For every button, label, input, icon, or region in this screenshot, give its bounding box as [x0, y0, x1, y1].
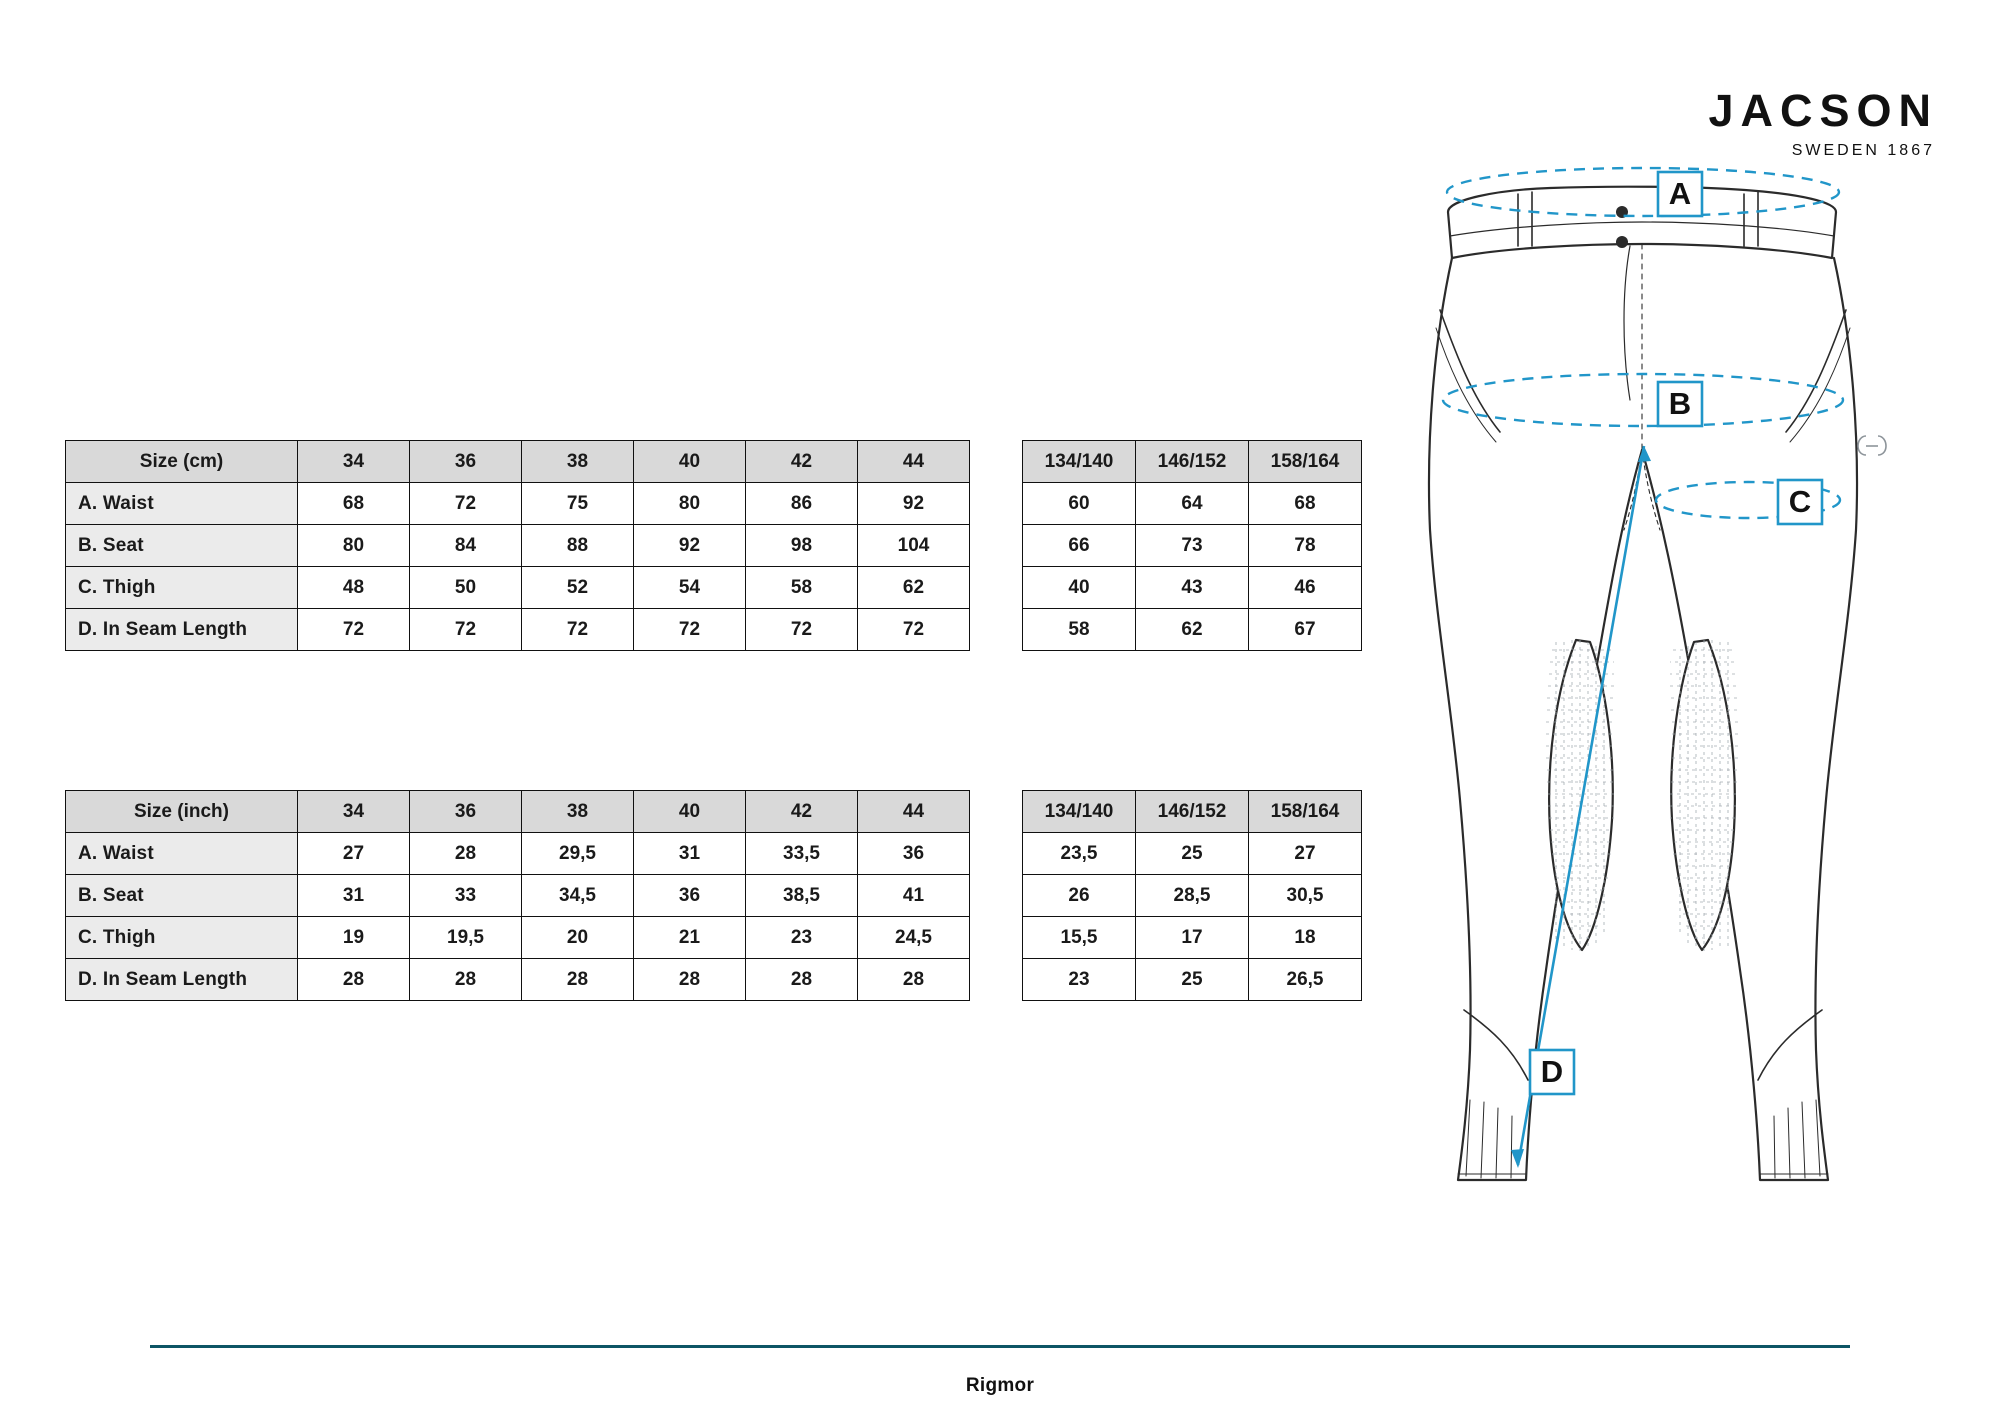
cell-value: 36	[634, 875, 746, 917]
knee-patch-right	[1671, 640, 1735, 950]
cell-value: 72	[858, 609, 970, 651]
table-row	[1023, 483, 1362, 525]
cell-value: 104	[858, 525, 970, 567]
row-label: B. Seat	[66, 875, 298, 917]
pocket-left	[1440, 310, 1500, 432]
waistband-inner-seam	[1450, 222, 1834, 236]
cell-value: 58	[746, 567, 858, 609]
col-header-size: 158/164	[1249, 441, 1362, 483]
cell-value: 72	[634, 609, 746, 651]
cell-value: 31	[634, 833, 746, 875]
table-row	[1023, 525, 1362, 567]
col-header-size: 34	[298, 791, 410, 833]
row-label: C. Thigh	[66, 917, 298, 959]
table-row	[66, 567, 970, 609]
table-header-size-inch: Size (inch)	[66, 791, 298, 833]
cell-value: 62	[858, 567, 970, 609]
cell-value: 27	[298, 833, 410, 875]
cell-value: 92	[858, 483, 970, 525]
knee-patch-left	[1549, 640, 1613, 950]
cell-value: 72	[746, 609, 858, 651]
callout-d-label: D	[1540, 1054, 1564, 1089]
cell-value: 20	[522, 917, 634, 959]
col-header-size: 42	[746, 441, 858, 483]
row-label: B. Seat	[66, 525, 298, 567]
table-header-size-cm: Size (cm)	[66, 441, 298, 483]
table-row	[66, 525, 970, 567]
cell-value: 84	[410, 525, 522, 567]
cell-value: 54	[634, 567, 746, 609]
table-row	[1023, 959, 1362, 1001]
cell-value: 80	[298, 525, 410, 567]
table-header-row	[66, 441, 970, 483]
cell-value: 43	[1136, 567, 1249, 609]
cell-value: 25	[1136, 833, 1249, 875]
cell-value: 23	[1023, 959, 1136, 1001]
col-header-size: 36	[410, 791, 522, 833]
col-header-size: 146/152	[1136, 791, 1249, 833]
callout-d	[1530, 1050, 1574, 1094]
row-label: A. Waist	[66, 483, 298, 525]
col-header-size: 44	[858, 791, 970, 833]
pocket-right-inner	[1790, 328, 1850, 442]
callout-c-label: C	[1788, 484, 1812, 519]
callout-b-label: B	[1668, 386, 1692, 421]
col-header-size: 134/140	[1023, 791, 1136, 833]
cell-value: 66	[1023, 525, 1136, 567]
size-table-cm-youth	[1022, 440, 1362, 651]
cell-value: 27	[1249, 833, 1362, 875]
table-row	[66, 959, 970, 1001]
table-row	[1023, 609, 1362, 651]
pocket-left-inner	[1436, 328, 1496, 442]
ankle-gathers-left	[1466, 1100, 1512, 1178]
cell-value: 92	[634, 525, 746, 567]
cell-value: 98	[746, 525, 858, 567]
table-header-row	[1023, 791, 1362, 833]
row-label: D. In Seam Length	[66, 959, 298, 1001]
col-header-size: 42	[746, 791, 858, 833]
brand-tagline: SWEDEN 1867	[1791, 142, 1935, 159]
pocket-right	[1786, 310, 1846, 432]
cell-value: 40	[1023, 567, 1136, 609]
callout-a	[1658, 172, 1702, 216]
seat-measure-ellipse	[1443, 374, 1843, 426]
cell-value: 28	[410, 959, 522, 1001]
table-row	[66, 609, 970, 651]
belt-loop-left	[1518, 192, 1532, 246]
cell-value: 48	[298, 567, 410, 609]
table-header-row	[1023, 441, 1362, 483]
row-label: A. Waist	[66, 833, 298, 875]
cell-value: 31	[298, 875, 410, 917]
callout-a-label: A	[1668, 176, 1692, 211]
cell-value: 41	[858, 875, 970, 917]
callout-c	[1778, 480, 1822, 524]
belt-loop-right	[1744, 192, 1758, 246]
table-row	[66, 833, 970, 875]
cell-value: 28	[410, 833, 522, 875]
col-header-size: 146/152	[1136, 441, 1249, 483]
cell-value: 19,5	[410, 917, 522, 959]
cell-value: 72	[298, 609, 410, 651]
cell-value: 29,5	[522, 833, 634, 875]
brand-name: JACSON	[1708, 85, 1938, 136]
cell-value: 23,5	[1023, 833, 1136, 875]
cell-value: 18	[1249, 917, 1362, 959]
cell-value: 19	[298, 917, 410, 959]
cell-value: 72	[410, 483, 522, 525]
table-row	[1023, 567, 1362, 609]
cell-value: 21	[634, 917, 746, 959]
col-header-size: 134/140	[1023, 441, 1136, 483]
cell-value: 75	[522, 483, 634, 525]
brand-mark-icon	[1858, 436, 1886, 455]
leg-left-outline	[1429, 258, 1642, 1180]
cell-value: 72	[410, 609, 522, 651]
fly-seam	[1624, 246, 1630, 400]
table-row	[66, 483, 970, 525]
col-header-size: 40	[634, 791, 746, 833]
cell-value: 64	[1136, 483, 1249, 525]
table-row	[1023, 917, 1362, 959]
callout-b	[1658, 382, 1702, 426]
cell-value: 26,5	[1249, 959, 1362, 1001]
col-header-size: 44	[858, 441, 970, 483]
ankle-gathers-right	[1774, 1100, 1820, 1178]
footer-divider	[150, 1345, 1850, 1348]
cell-value: 46	[1249, 567, 1362, 609]
cell-value: 28	[858, 959, 970, 1001]
cell-value: 33	[410, 875, 522, 917]
col-header-size: 36	[410, 441, 522, 483]
cell-value: 24,5	[858, 917, 970, 959]
cell-value: 88	[522, 525, 634, 567]
table-row	[1023, 875, 1362, 917]
cell-value: 33,5	[746, 833, 858, 875]
cell-value: 68	[1249, 483, 1362, 525]
cell-value: 67	[1249, 609, 1362, 651]
size-table-inch-adult	[65, 790, 970, 1001]
cell-value: 28	[634, 959, 746, 1001]
row-label: C. Thigh	[66, 567, 298, 609]
cell-value: 28	[746, 959, 858, 1001]
table-row	[66, 875, 970, 917]
cell-value: 36	[858, 833, 970, 875]
cell-value: 26	[1023, 875, 1136, 917]
col-header-size: 40	[634, 441, 746, 483]
cell-value: 34,5	[522, 875, 634, 917]
cell-value: 60	[1023, 483, 1136, 525]
cell-value: 23	[746, 917, 858, 959]
table-row	[1023, 833, 1362, 875]
cell-value: 17	[1136, 917, 1249, 959]
size-table-cm-adult	[65, 440, 970, 651]
table-row	[66, 917, 970, 959]
measurement-guides	[1443, 168, 1843, 518]
cell-value: 38,5	[746, 875, 858, 917]
cell-value: 73	[1136, 525, 1249, 567]
cell-value: 68	[298, 483, 410, 525]
size-table-inch-youth	[1022, 790, 1362, 1001]
breeches-technical-drawing	[1400, 150, 1960, 1330]
cell-value: 62	[1136, 609, 1249, 651]
cell-value: 30,5	[1249, 875, 1362, 917]
col-header-size: 38	[522, 441, 634, 483]
cell-value: 28,5	[1136, 875, 1249, 917]
cell-value: 80	[634, 483, 746, 525]
cell-value: 25	[1136, 959, 1249, 1001]
lower-leg-seam-left	[1464, 1010, 1528, 1080]
cell-value: 86	[746, 483, 858, 525]
cell-value: 28	[522, 959, 634, 1001]
lower-leg-seam-right	[1758, 1010, 1822, 1080]
cell-value: 58	[1023, 609, 1136, 651]
cell-value: 50	[410, 567, 522, 609]
col-header-size: 158/164	[1249, 791, 1362, 833]
table-header-row	[66, 791, 970, 833]
col-header-size: 38	[522, 791, 634, 833]
row-label: D. In Seam Length	[66, 609, 298, 651]
product-name: Rigmor	[965, 1375, 1035, 1396]
cell-value: 72	[522, 609, 634, 651]
cell-value: 52	[522, 567, 634, 609]
col-header-size: 34	[298, 441, 410, 483]
cell-value: 28	[298, 959, 410, 1001]
button-second	[1616, 236, 1628, 248]
cell-value: 15,5	[1023, 917, 1136, 959]
cell-value: 78	[1249, 525, 1362, 567]
